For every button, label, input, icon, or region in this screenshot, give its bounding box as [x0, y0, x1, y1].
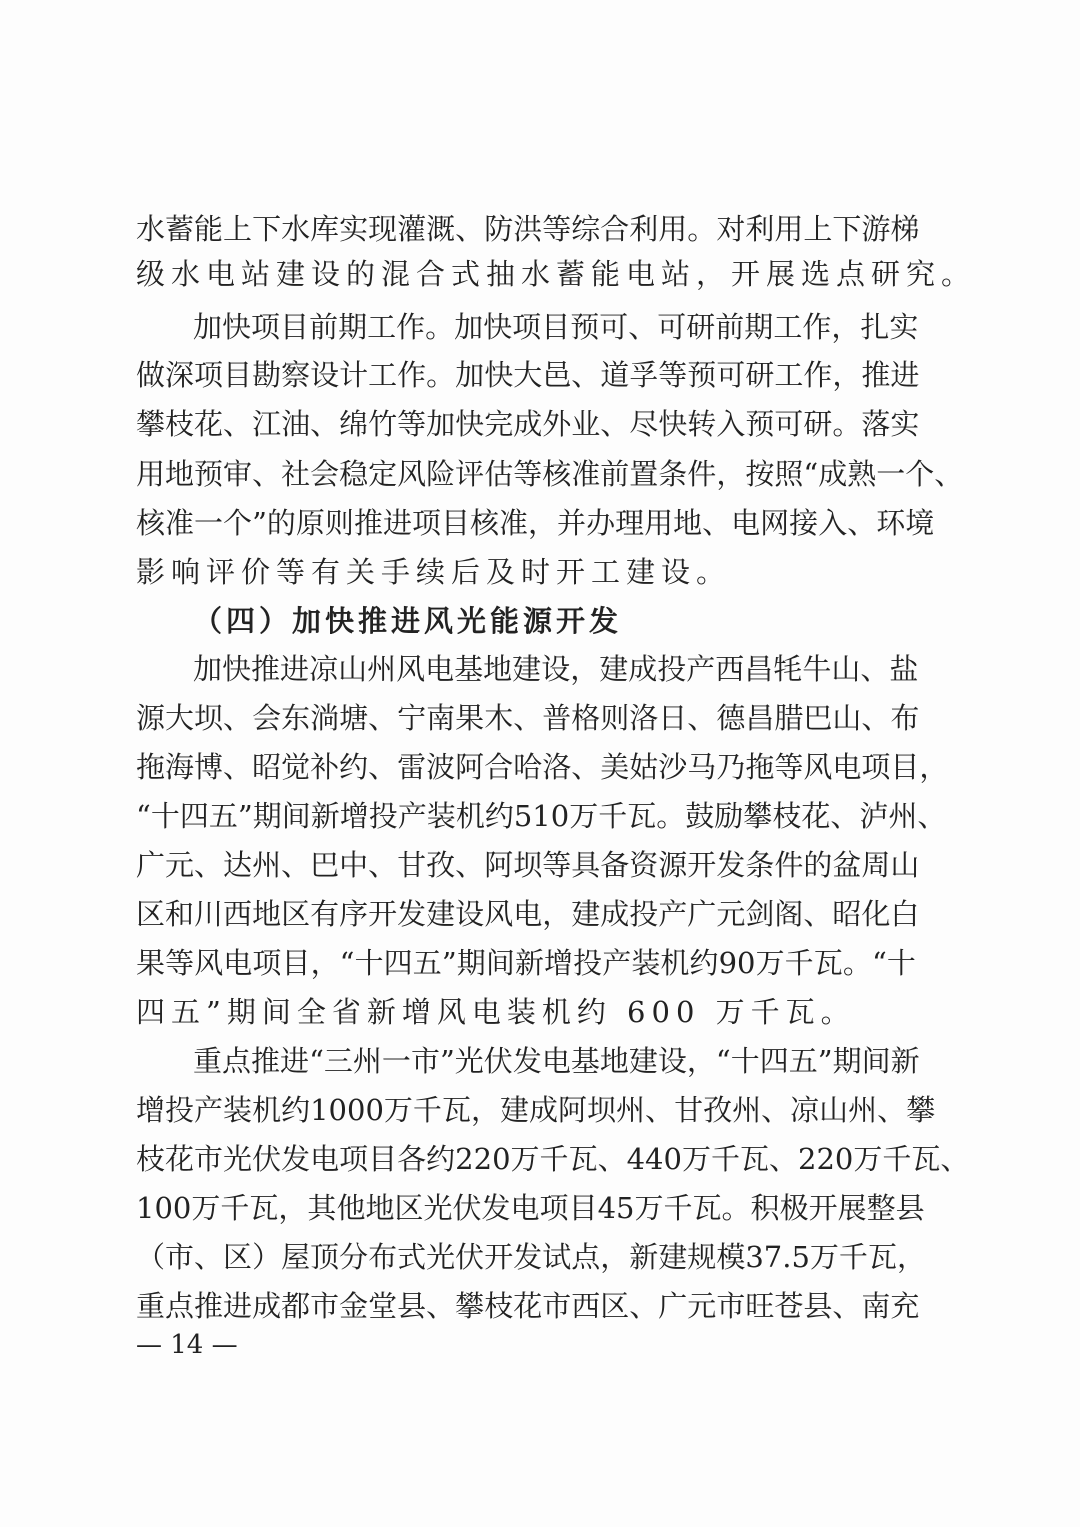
text-line: 攀 枝 花 、 江 油 、 绵 竹 等 加 快 完 成 外 业 、 尽 快 转 入 预 可 研 。 落 实 — [136, 407, 920, 441]
paragraph-first-line: 加 快 项 目 前 期 工 作 。 加 快 项 目 预 可 、 可 研 前 期 工 作 ， 扎 实 — [193, 310, 919, 344]
text-line: 区 和 川 西 地 区 有 序 开 发 建 设 风 电 ， 建 成 投 产 广 元 剑 阁 、 昭 化 白 — [136, 897, 920, 931]
text-line: 拖 海 博 、 昭 觉 补 约 、 雷 波 阿 合 哈 洛 、 美 姑 沙 马 乃 拖 等 风 电 项 目 ， — [136, 750, 949, 784]
text-line: 核 准 一 个 ” 的 原 则 推 进 项 目 核 准 ， 并 办 理 用 地 、 电 网 接 入 、 环 境 — [136, 506, 935, 540]
section-heading: （四）加快推进风光能源开发 — [193, 604, 623, 638]
text-line: 重 点 推 进 成 都 市 金 堂 县 、 攀 枝 花 市 西 区 、 广 元 市 旺 苍 县 、 南 充 — [136, 1289, 920, 1323]
text-line: 100 万 千 瓦 ， 其 他 地 区 光 伏 发 电 项 目 45 万 千 瓦 。 积 极 开 展 整 县 — [136, 1191, 925, 1225]
text-line: 四五”期间全省新增风电装机约 600 万千瓦。 — [136, 995, 856, 1029]
page-number: — 14 — — [136, 1330, 238, 1360]
text-line: （ 市 、 区 ） 屋 顶 分 布 式 光 伏 开 发 试 点 ， 新 建 规 模 37.5 万 千 瓦 ， — [136, 1240, 926, 1274]
text-line: 影响评价等有关手续后及时开工建设。 — [136, 555, 732, 589]
text-line: “ 十 四 五 ” 期 间 新 增 投 产 装 机 约 510 万 千 瓦 。 鼓 励 攀 枝 花 、 泸 州 、 — [136, 799, 947, 833]
text-line: 源 大 坝 、 会 东 淌 塘 、 宁 南 果 木 、 普 格 则 洛 日 、 德 昌 腊 巴 山 、 布 — [136, 701, 920, 735]
paragraph-first-line: 重 点 推 进 “ 三 州 一 市 ” 光 伏 发 电 基 地 建 设 ， “ 十 四 五 ” 期 间 新 — [193, 1044, 920, 1078]
text-line: 广 元 、 达 州 、 巴 中 、 甘 孜 、 阿 坝 等 具 备 资 源 开 发 条 件 的 盆 周 山 — [136, 848, 920, 882]
text-line: 级水电站建设的混合式抽水蓄能电站，开展选点研究。 — [136, 257, 977, 291]
text-line: 用 地 预 审 、 社 会 稳 定 风 险 评 估 等 核 准 前 置 条 件 ， 按 照 “ 成 熟 一 个 、 — [136, 457, 964, 491]
text-line: 果 等 风 电 项 目 ， “ 十 四 五 ” 期 间 新 增 投 产 装 机 约 90 万 千 瓦 。 “ 十 — [136, 946, 916, 980]
text-line: 水 蓄 能 上 下 水 库 实 现 灌 溉 、 防 洪 等 综 合 利 用 。 对 利 用 上 下 游 梯 — [136, 212, 920, 246]
text-line: 枝 花 市 光 伏 发 电 项 目 各 约 220 万 千 瓦 、 440 万 千 瓦 、 220 万 千 瓦 、 — [136, 1142, 970, 1176]
paragraph-first-line: 加 快 推 进 凉 山 州 风 电 基 地 建 设 ， 建 成 投 产 西 昌 牦 牛 山 、 盐 — [193, 652, 919, 686]
text-line: 增 投 产 装 机 约 1000 万 千 瓦 ， 建 成 阿 坝 州 、 甘 孜 州 、 凉 山 州 、 攀 — [136, 1093, 936, 1127]
text-line: 做 深 项 目 勘 察 设 计 工 作 。 加 快 大 邑 、 道 孚 等 预 可 研 工 作 ， 推 进 — [136, 358, 920, 392]
